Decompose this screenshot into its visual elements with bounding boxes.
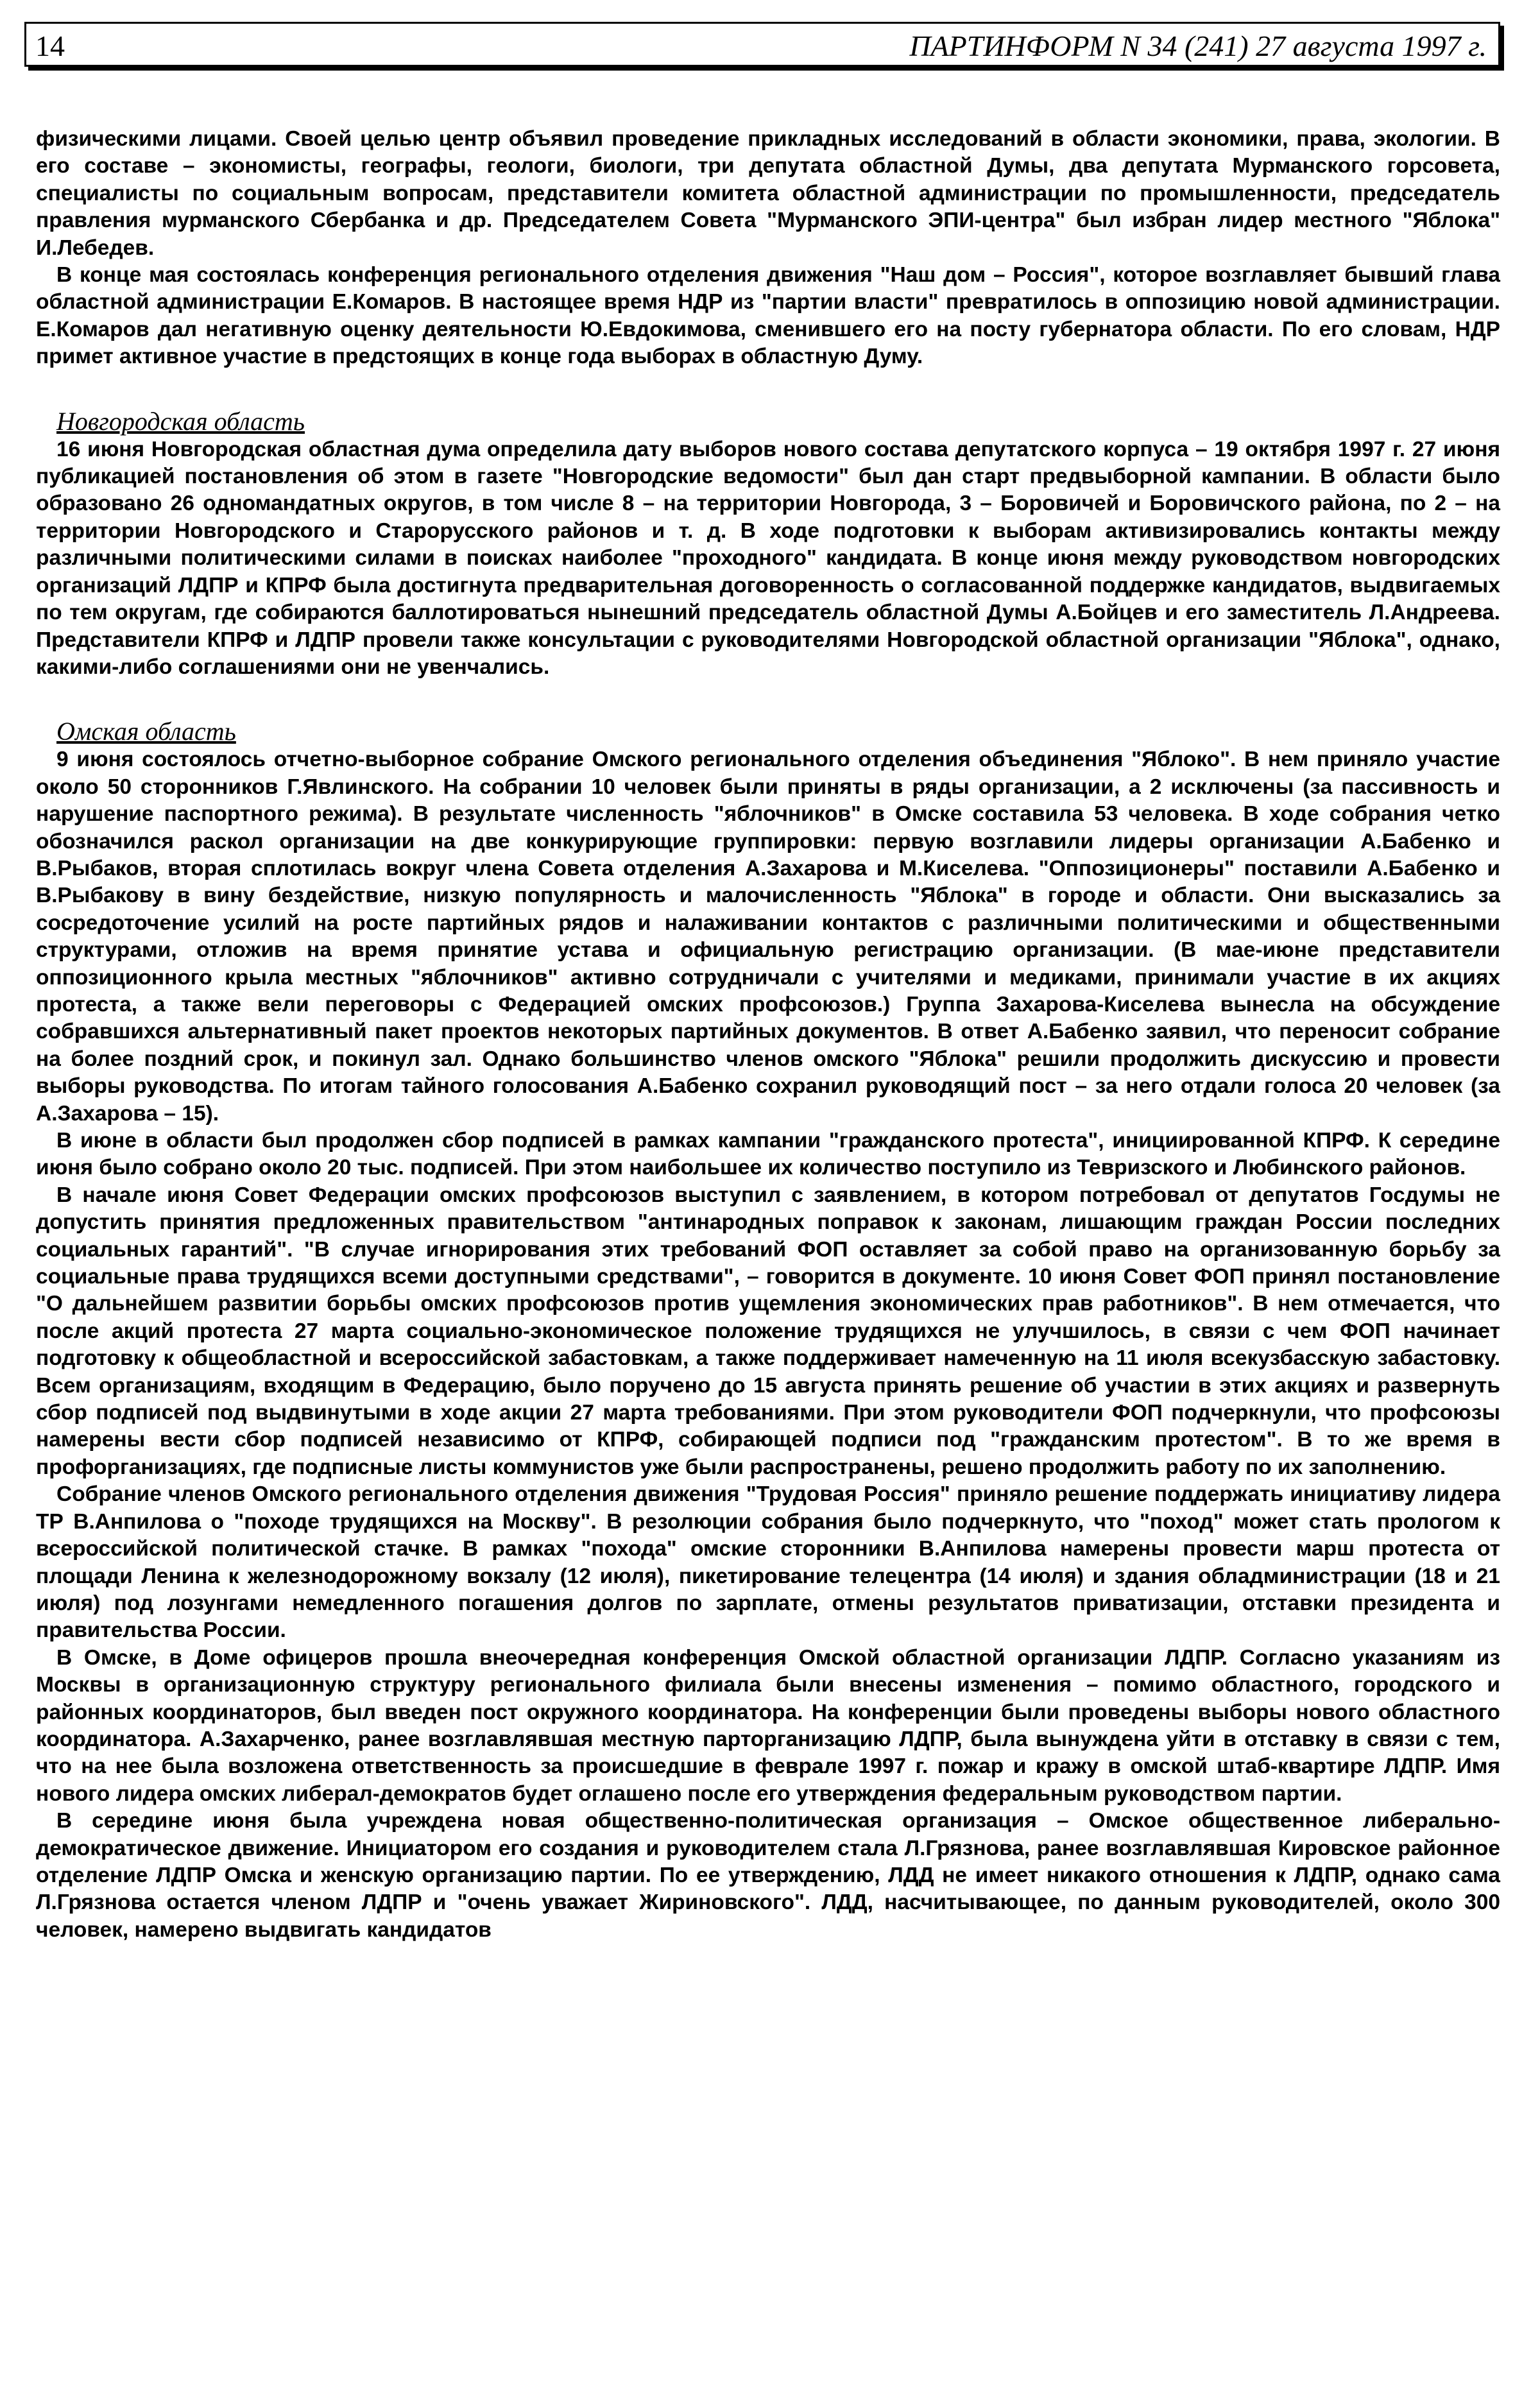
omsk-paragraph: В июне в области был продолжен сбор подписей в рамках кампании "гражданского протеста", инициированной КПРФ. К середине июня было собрано около 20 тыс. подписей. При этом наибольшее их количество поступило из Тевризского и Любинского районов. [36, 1129, 1500, 1180]
article-body [36, 126, 1500, 1944]
omsk-paragraph: В начале июня Совет Федерации омских профсоюзов выступил с заявлением, в котором потребовал от депутатов Госдумы не допустить принятия предложенных правительством "антинародных поправок к законам, лишающим граждан России последних социальных гарантий". "В случае игнорирования этих требований ФОП оставляет за собой право на организованную борьбу за социальные права трудящихся всеми доступными средствами", – говорится в документе. 10 июня Совет ФОП принял постановление "О дальнейшем развитии борьбы омских профсоюзов против ущемления экономических прав работников". В нем отмечается, что после акций протеста 27 марта социально-экономическое положение трудящихся не улучшилось, в связи с чем ФОП начинает подготовку к общеобластной и всероссийской забастовкам, а также поддерживает намеченную на 11 июля всекузбасскую забастовку. Всем организациям, входящим в Федерацию, было поручено до 15 августа принять решение об участии в этих акциях и развернуть сбор подписей под выдвинутыми в ходе акции 27 марта требованиями. При этом руководители ФОП подчеркнули, что профсоюзы намерены вести сбор подписей независимо от КПРФ, собирающей подписи под "гражданским протестом". В то же время в профорганизациях, где подписные листы коммунистов уже были распространены, решено продолжить работу по их заполнению. [36, 1183, 1500, 1479]
omsk-paragraph: Собрание членов Омского регионального отделения движения "Трудовая Россия" приняло решение поддержать инициативу лидера ТР В.Анпилова о "походе трудящихся на Москву". В резолюции собрания было подчеркнуто, что "поход" может стать прологом к всероссийской политической стачке. В рамках "похода" омские сторонники В.Анпилова намерены провести марш протеста от площади Ленина к железнодорожному вокзалу (12 июля), пикетирование телецентра (14 июля) и здания обладминистрации (18 и 21 июля) под лозунгами немедленного погашения долгов по зарплате, отмены результатов приватизации, отставки президента и правительства России. [36, 1482, 1500, 1643]
intro-paragraph: физическими лицами. Своей целью центр объявил проведение прикладных исследований в области экономики, права, экологии. В его составе – экономисты, географы, геологи, биологи, три депутата областной Думы, два депутата Мурманского горсовета, специалисты по социальным вопросам, представители комитета областной администрации по промышленности, председатель правления мурманского Сбербанка и др. Председателем Совета "Мурманского ЭПИ-центра" был избран лидер местного "Яблока" И.Лебедев. [36, 127, 1500, 260]
section-title-novgorod: Новгородская область [56, 406, 305, 436]
publication-title: ПАРТИНФОРМ N 34 (241) 27 августа 1997 г. [909, 30, 1487, 62]
omsk-paragraph: 9 июня состоялось отчетно-выборное собрание Омского регионального отделения объединения "Яблоко". В нем приняло участие около 50 сторонников Г.Явлинского. На собрании 10 человек были приняты в ряды организации, а 2 исключены (за пассивность и нарушение паспортного режима). В результате численность "яблочников" в Омске составила 53 человека. В ходе собрания четко обозначился раскол организации на две конкурирующие группировки: первую возглавили лидеры организации А.Бабенко и В.Рыбаков, вторая сплотилась вокруг члена Совета отделения А.Захарова и М.Киселева. "Оппозиционеры" поставили А.Бабенко и В.Рыбакову в вину бездействие, низкую популярность и малочисленность "Яблока" в городе и области. Они высказались за сосредоточение усилий на росте партийных рядов и налаживании контактов с различными политическими и общественными структурами, отложив на время принятие устава и официальную регистрацию организации. (В мае-июне представители оппозиционного крыла местных "яблочников" активно сотрудничали с учителями и медиками, принимали участие в их акциях протеста, а также вели переговоры с Федерацией омских профсоюзов.) Группа Захарова-Киселева вынесла на обсуждение собравшихся альтернативный пакет проектов некоторых партийных документов. В ответ А.Бабенко заявил, что переносит собрание на более поздний срок, и покинул зал. Однако большинство членов омского "Яблока" решили продолжить дискуссию и провести выборы руководства. По итогам тайного голосования А.Бабенко сохранил руководящий пост – за него отдали голоса 20 человек (за А.Захарова – 15). [36, 748, 1500, 1126]
omsk-paragraph: В Омске, в Доме офицеров прошла внеочередная конференция Омской областной организации ЛДПР. Согласно указаниям из Москвы в организационную структуру регионального филиала были внесены изменения – помимо областного, городского и районных координаторов, был введен пост окружного координатора. На конференции были проведены выборы нового областного координатора. А.Захарченко, ранее возглавлявшая местную парторганизацию ЛДПР, была вынуждена уйти в отставку в связи с тем, что на нее была возложена ответственность за происшедшие в феврале 1997 г. пожар и кражу в омской штаб-квартире ЛДПР. Имя нового лидера омских либерал-демократов будет оглашено после его утверждения федеральным руководством партии. [36, 1645, 1500, 1806]
section-title-omsk: Омская область [56, 717, 236, 746]
omsk-paragraph: В середине июня была учреждена новая общественно-политическая организация – Омское общественное либерально-демократическое движение. Инициатором его создания и руководителем стала Л.Грязнова, ранее возглавлявшая Кировское районное отделение ЛДПР Омска и женскую организацию партии. По ее утверждению, ЛДД не имеет никакого отношения к ЛДПР, однако сама Л.Грязнова остается членом ЛДПР и "очень уважает Жириновского". ЛДД, насчитывающее, по данным руководителей, около 300 человек, намерено выдвигать кандидатов [36, 1809, 1500, 1942]
novgorod-paragraph: 16 июня Новгородская областная дума определила дату выборов нового состава депутатского корпуса – 19 октября 1997 г. 27 июня публикацией постановления об этом в газете "Новгородские ведомости" был дан старт предвыборной кампании. В области было образовано 26 одномандатных округов, в том числе 8 – на территории Новгорода, 3 – Боровичей и Боровичского района, по 2 – на территории Новгородского и Старорусского районов и т. д. В ходе подготовки к выборам активизировались контакты между различными политическими силами в поисках наиболее "проходного" кандидата. В конце июня между руководством новгородских организаций ЛДПР и КПРФ была достигнута предварительная договоренность о согласованной поддержке кандидатов, выдвигаемых по тем округам, где собираются баллотироваться нынешний председатель областной Думы А.Бойцев и его заместитель Л.Андреева. Представители КПРФ и ЛДПР провели также консультации с руководителями Новгородской областной организации "Яблока", однако, какими-либо соглашениями они не увенчались. [36, 437, 1500, 679]
page-number: 14 [35, 30, 65, 62]
intro-paragraph: В конце мая состоялась конференция регионального отделения движения "Наш дом – Россия", которое возглавляет бывший глава областной администрации Е.Комаров. В настоящее время НДР из "партии власти" превратилось в оппозицию новой администрации. Е.Комаров дал негативную оценку деятельности Ю.Евдокимова, сменившего его на посту губернатора области. По его словам, НДР примет активное участие в предстоящих в конце года выборах в областную Думу. [36, 263, 1500, 369]
page-header [24, 22, 1500, 67]
